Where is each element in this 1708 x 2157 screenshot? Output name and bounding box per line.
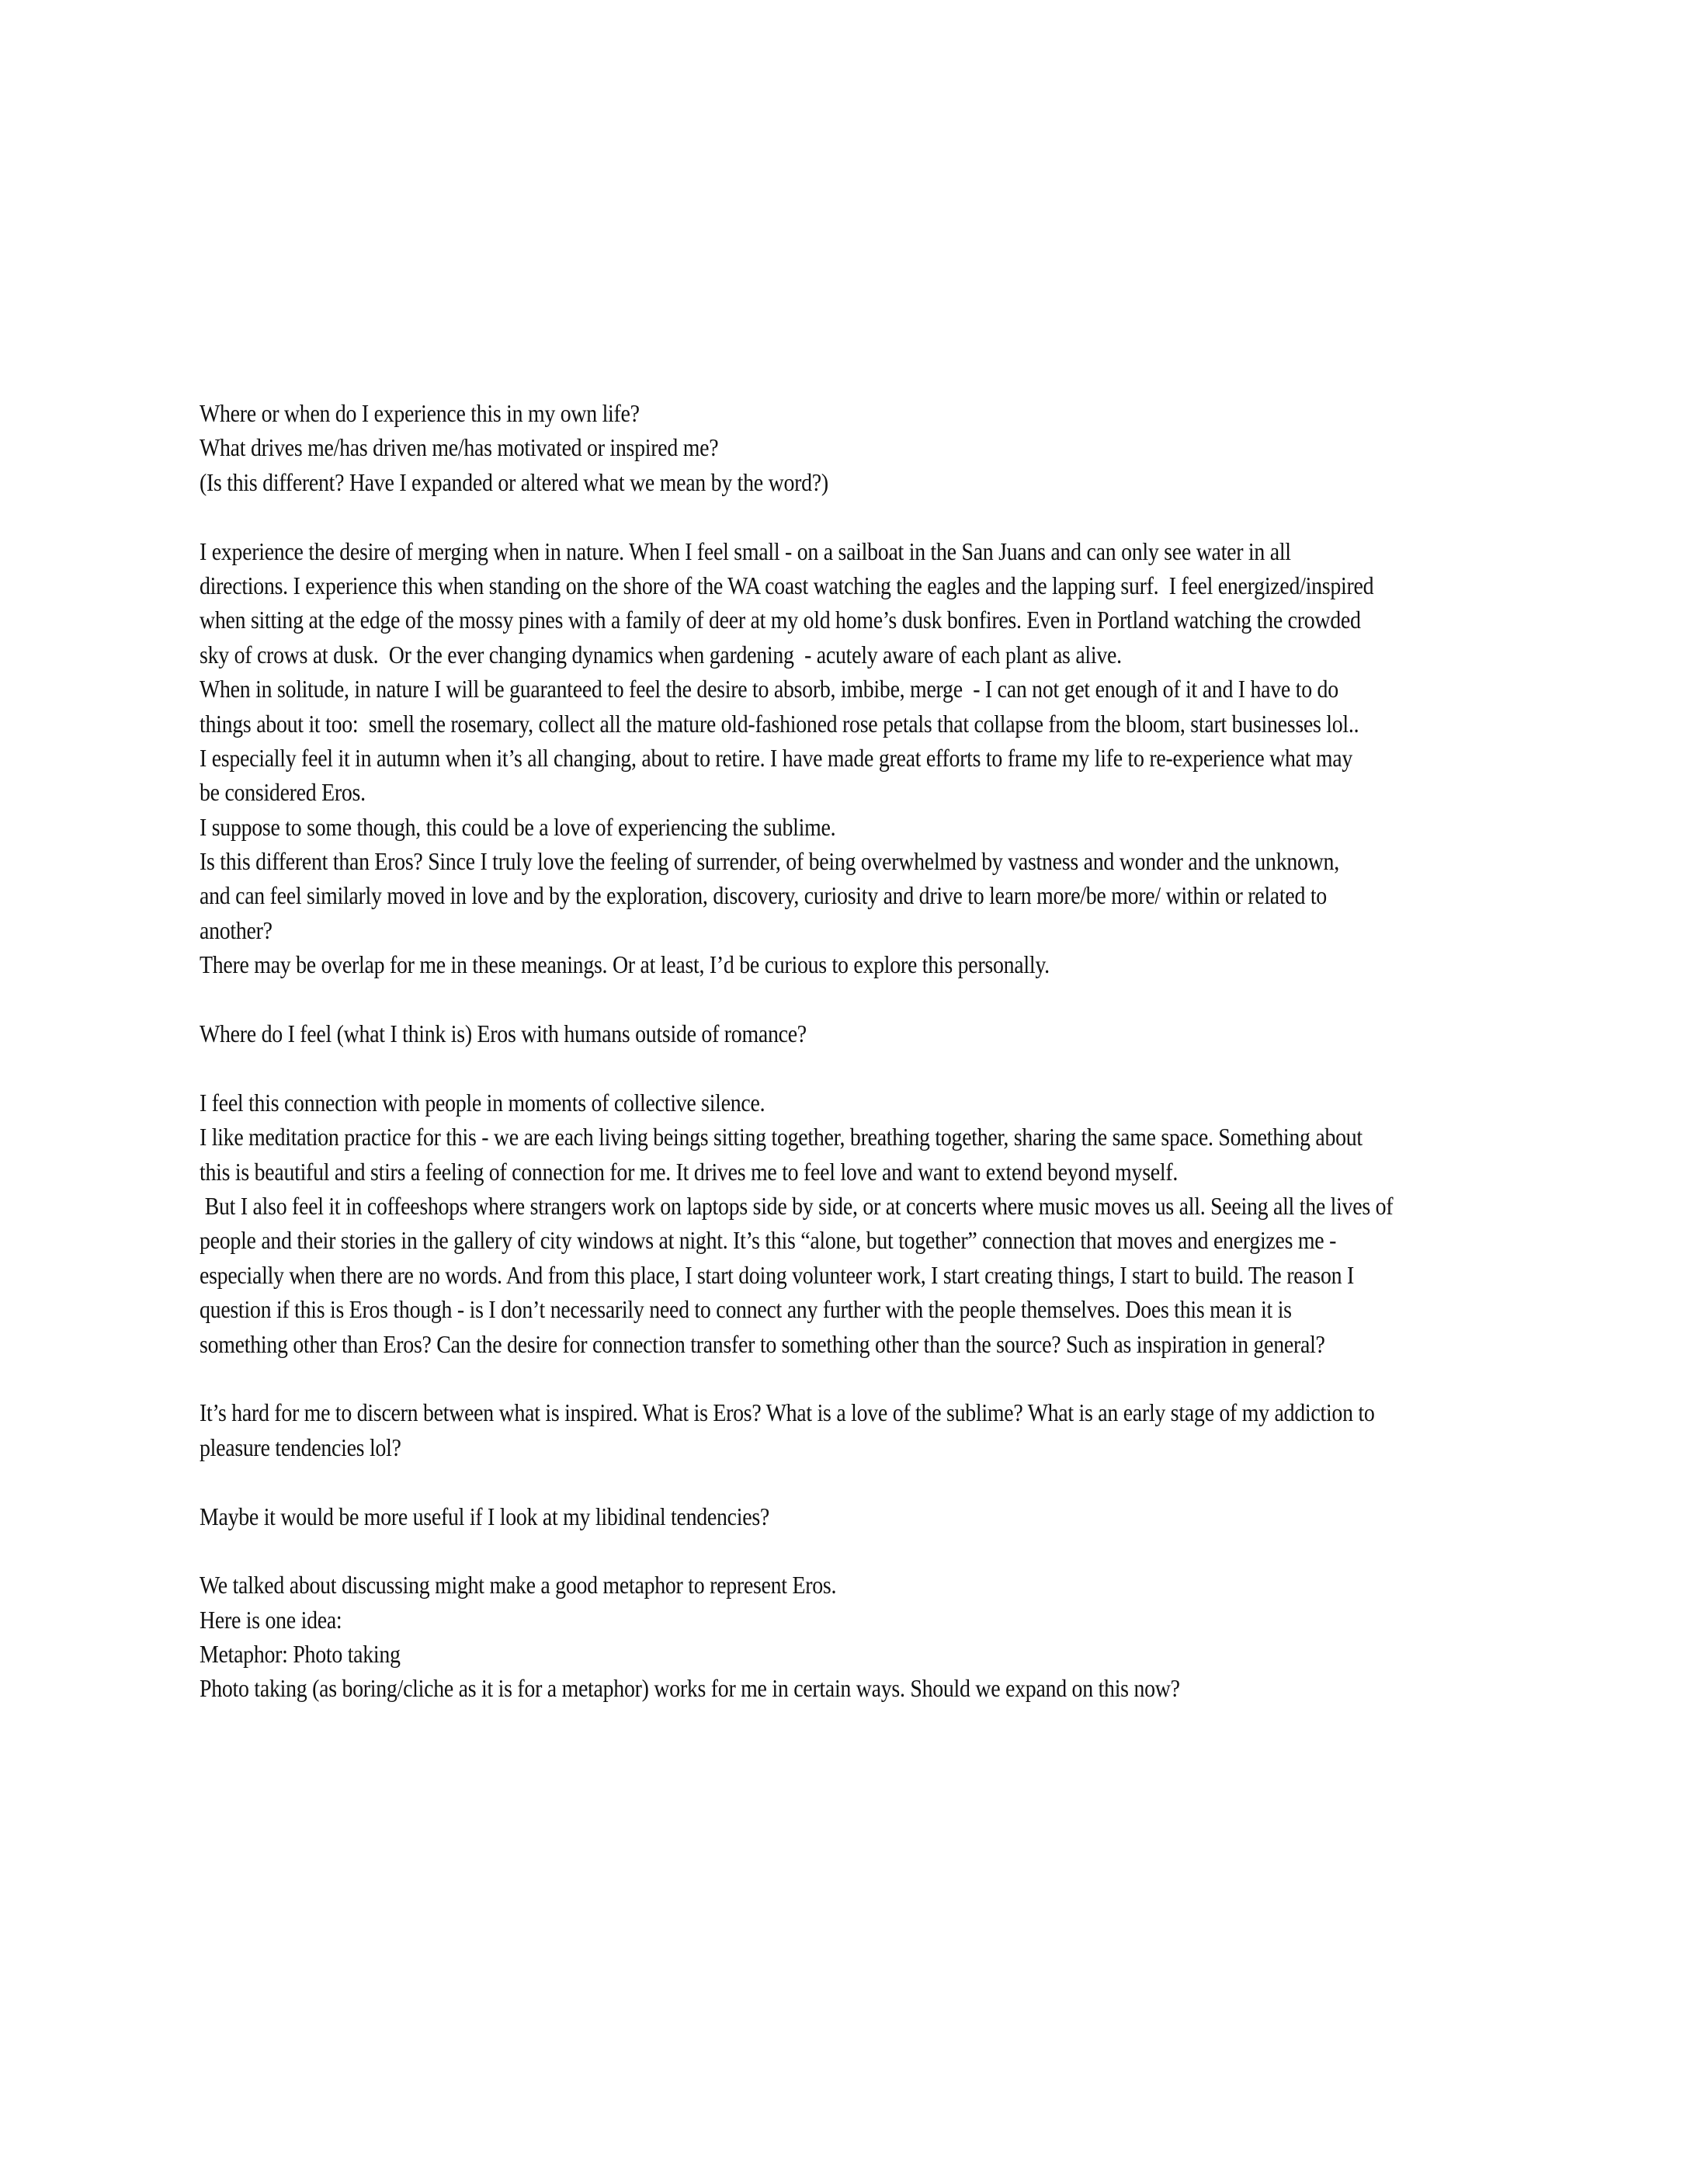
text-line: directions. I experience this when standing on the shore of the WA coast watching the eagles and the lapping surf. I feel energized/inspired bbox=[200, 571, 1374, 599]
blank-line bbox=[200, 499, 1393, 533]
blank-line bbox=[200, 1361, 1393, 1395]
text-line: question if this is Eros though - is I don’t necessarily need to connect any further with the people themselves. Does this mean it is bbox=[200, 1295, 1292, 1324]
text-line: sky of crows at dusk. Or the ever changing dynamics when gardening - acutely aware of each plant as alive. bbox=[200, 640, 1122, 669]
text-line: What drives me/has driven me/has motivated or inspired me? bbox=[200, 433, 719, 462]
text-line: I feel this connection with people in moments of collective silence. bbox=[200, 1088, 765, 1117]
text-line: There may be overlap for me in these meanings. Or at least, I’d be curious to explore this personally. bbox=[200, 950, 1050, 979]
text-line: people and their stories in the gallery of city windows at night. It’s this “alone, but together” connection that moves and energizes me - bbox=[200, 1226, 1337, 1255]
text-line: and can feel similarly moved in love and by the exploration, discovery, curiosity and drive to learn more/be more/ within or related to bbox=[200, 881, 1327, 910]
text-line: another? bbox=[200, 915, 273, 944]
text-line: be considered Eros. bbox=[200, 778, 366, 807]
text-line: when sitting at the edge of the mossy pines with a family of deer at my old home’s dusk bonfires. Even in Portland watching the crowded bbox=[200, 606, 1361, 634]
text-line: But I also feel it in coffeeshops where strangers work on laptops side by side, or at concerts where music moves us all. Seeing all the lives of bbox=[200, 1191, 1394, 1220]
text-line: Is this different than Eros? Since I truly love the feeling of surrender, of being overwhelmed by vastness and wonder and the unknown, bbox=[200, 847, 1339, 876]
text-line: I especially feel it in autumn when it’s all changing, about to retire. I have made great efforts to frame my life to re-experience what may bbox=[200, 743, 1353, 772]
blank-line bbox=[200, 1464, 1393, 1499]
text-line: I suppose to some though, this could be a love of experiencing the sublime. bbox=[200, 812, 836, 841]
text-line: I experience the desire of merging when in nature. When I feel small - on a sailboat in the San Juans and can only see water in all bbox=[200, 537, 1291, 565]
text-line: Metaphor: Photo taking bbox=[200, 1640, 401, 1669]
text-line: pleasure tendencies lol? bbox=[200, 1433, 401, 1461]
text-line: Maybe it would be more useful if I look at my libidinal tendencies? bbox=[200, 1502, 770, 1530]
text-line: Photo taking (as boring/cliche as it is for a metaphor) works for me in certain ways. Should we expand on this now? bbox=[200, 1674, 1180, 1703]
text-line: Where do I feel (what I think is) Eros with humans outside of romance? bbox=[200, 1019, 807, 1048]
blank-line bbox=[200, 982, 1393, 1016]
text-line: When in solitude, in nature I will be guaranteed to feel the desire to absorb, imbibe, merge - I can not get enough of it and I have to do bbox=[200, 675, 1338, 703]
text-line: Here is one idea: bbox=[200, 1605, 342, 1634]
text-line: (Is this different? Have I expanded or altered what we mean by the word?) bbox=[200, 467, 828, 496]
text-line: especially when there are no words. And from this place, I start doing volunteer work, I start creating things, I start to build. The reason I bbox=[200, 1260, 1355, 1289]
text-line: We talked about discussing might make a good metaphor to represent Eros. bbox=[200, 1571, 837, 1600]
text-line: this is beautiful and stirs a feeling of connection for me. It drives me to feel love and want to extend beyond myself. bbox=[200, 1157, 1179, 1186]
text-line: Where or when do I experience this in my own life? bbox=[200, 399, 640, 427]
text-line: I like meditation practice for this - we are each living beings sitting together, breathing together, sharing the same space. Something about bbox=[200, 1123, 1363, 1151]
document-body bbox=[200, 396, 1393, 1706]
text-line: things about it too: smell the rosemary, collect all the mature old-fashioned rose petals that collapse from the bloom, start businesses lol.. bbox=[200, 709, 1359, 738]
blank-line bbox=[200, 1051, 1393, 1085]
text-line: something other than Eros? Can the desire for connection transfer to something other than the source? Such as inspiration in general? bbox=[200, 1329, 1325, 1358]
blank-line bbox=[200, 1534, 1393, 1568]
text-line: It’s hard for me to discern between what is inspired. What is Eros? What is a love of the sublime? What is an early stage of my addiction to bbox=[200, 1398, 1375, 1427]
